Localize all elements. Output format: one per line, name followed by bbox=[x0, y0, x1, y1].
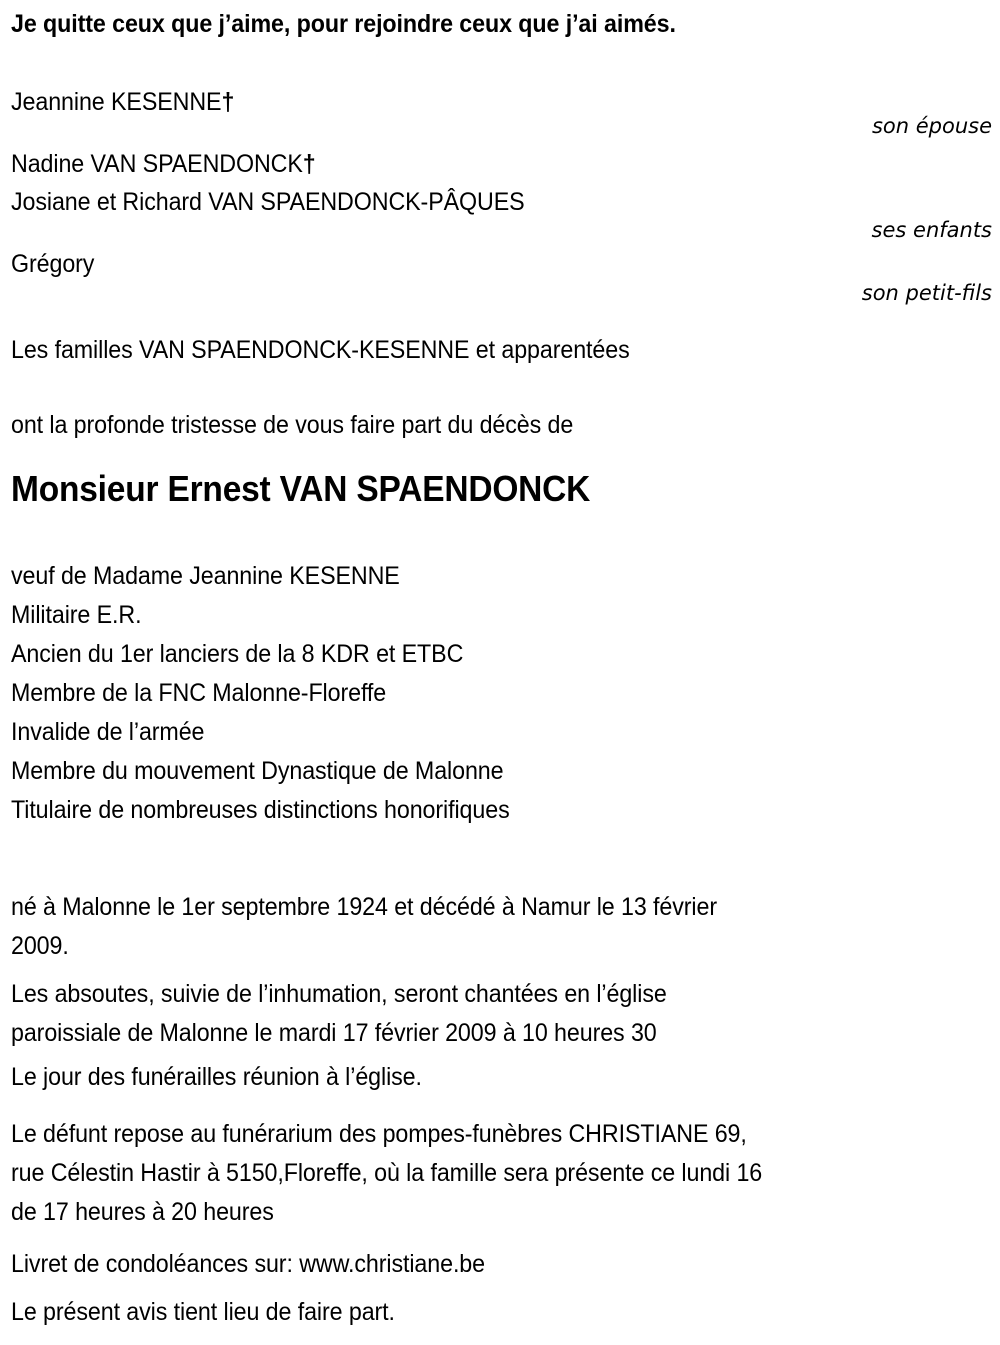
paragraph-line: né à Malonne le 1er septembre 1924 et décédé à Namur le 13 février bbox=[11, 893, 718, 921]
paragraph-line: paroissiale de Malonne le mardi 17 février 2009 à 10 heures 30 bbox=[11, 1019, 657, 1047]
paragraph-line: Le défunt repose au funérarium des pompes-funèbres CHRISTIANE 69, bbox=[11, 1120, 747, 1148]
paragraph-service bbox=[11, 975, 716, 1053]
paragraph-condolences bbox=[11, 1245, 521, 1284]
relative-name: Nadine VAN SPAENDONCK† bbox=[11, 150, 316, 178]
relative-name: Josiane et Richard VAN SPAENDONCK-PÂQUES bbox=[11, 188, 525, 216]
deceased-dagger-icon: † bbox=[302, 150, 316, 178]
relative-name: Grégory bbox=[11, 250, 95, 278]
relative-name: Jeannine KESENNE† bbox=[11, 88, 235, 116]
biography-line: Militaire E.R. bbox=[11, 601, 142, 629]
biography-line: Invalide de l’armée bbox=[11, 718, 205, 746]
families-line: Les familles VAN SPAENDONCK-KESENNE et apparentées bbox=[11, 336, 630, 364]
paragraph-line: Le jour des funérailles réunion à l’église. bbox=[11, 1063, 422, 1091]
biography-line: Membre de la FNC Malonne-Floreffe bbox=[11, 679, 387, 707]
biography-line: Membre du mouvement Dynastique de Malonne bbox=[11, 757, 504, 785]
relation-label: ses enfants bbox=[871, 218, 992, 242]
paragraph-line: 2009. bbox=[11, 932, 69, 960]
epigraph-quote: Je quitte ceux que j’aime, pour rejoindre ceux que j’ai aimés. bbox=[11, 10, 676, 38]
paragraph-line: de 17 heures à 20 heures bbox=[11, 1198, 274, 1226]
biography-line: Ancien du 1er lanciers de la 8 KDR et ETBC bbox=[11, 640, 464, 668]
paragraph-line: rue Célestin Hastir à 5150,Floreffe, où la famille sera présente ce lundi 16 bbox=[11, 1159, 763, 1187]
biography-line: veuf de Madame Jeannine KESENNE bbox=[11, 562, 400, 590]
relation-label: son épouse bbox=[871, 114, 992, 138]
paragraph-notice-note bbox=[11, 1293, 424, 1332]
paragraph-birth-death bbox=[11, 888, 770, 966]
relation-label: son petit-fils bbox=[861, 281, 992, 305]
paragraph-funeral-home bbox=[11, 1115, 819, 1232]
announcement-lead: ont la profonde tristesse de vous faire part du décès de bbox=[11, 411, 574, 439]
deceased-name: Monsieur Ernest VAN SPAENDONCK bbox=[11, 468, 591, 509]
deceased-dagger-icon: † bbox=[221, 88, 235, 116]
paragraph-gathering bbox=[11, 1058, 453, 1097]
biography-line: Titulaire de nombreuses distinctions honorifiques bbox=[11, 796, 510, 824]
paragraph-line: Les absoutes, suivie de l’inhumation, seront chantées en l’église bbox=[11, 980, 667, 1008]
paragraph-line: Livret de condoléances sur: www.christiane.be bbox=[11, 1250, 485, 1278]
paragraph-line: Le présent avis tient lieu de faire part. bbox=[11, 1298, 395, 1326]
